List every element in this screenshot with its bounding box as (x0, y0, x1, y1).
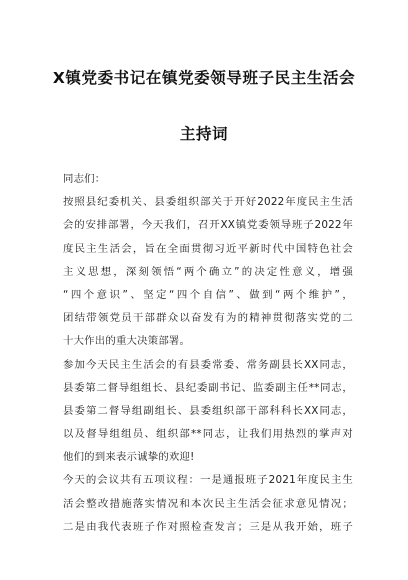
body-line: “四个意识”、坚定“四个自信”、做到“两个维护”， (63, 288, 353, 301)
body-line: 参加今天民主生活会的有县委常委、常务副县长XX同志， (63, 358, 353, 371)
body-line: 同志们： (63, 173, 106, 185)
body-line: 会的安排部署，今天我们，召开XX镇党委领导班子2022年 (63, 219, 353, 232)
body-line: 县委第二督导组副组长、县委组织部干部科科长XX同志， (63, 404, 353, 417)
body-line: 以及督导组组员、组织部**同志，让我们用热烈的掌声对 (63, 428, 353, 441)
body-line: 二是由我代表班子作对照检查发言；三是从我开始，班子 (63, 520, 353, 533)
body-line: 团结带领党员干部群众以奋发有为的精神贯彻落实党的二 (63, 312, 353, 325)
body-line: 度民主生活会，旨在全面贯彻习近平新时代中国特色社会 (63, 242, 353, 255)
body-line: 十大作出的重大决策部署。 (63, 335, 191, 348)
body-line: 他们的到来表示诚挚的欢迎! (63, 451, 195, 464)
document-body (63, 168, 353, 539)
body-line: 今天的会议共有五项议程：一是通报班子2021年度民主生 (63, 474, 353, 487)
document-title: X镇党委书记在镇党委领导班子民主生活会 (52, 69, 356, 87)
body-line: 活会整改措施落实情况和本次民主生活会征求意见情况； (63, 497, 353, 510)
body-line: 县委第二督导组组长、县纪委副书记、监委副主任**同志， (63, 381, 353, 394)
body-line: 主义思想，深刻领悟“两个确立”的决定性意义，增强 (63, 265, 353, 278)
body-line: 按照县纪委机关、县委组织部关于开好2022年度民主生活 (63, 196, 353, 209)
document-subtitle: 主持词 (179, 125, 229, 143)
